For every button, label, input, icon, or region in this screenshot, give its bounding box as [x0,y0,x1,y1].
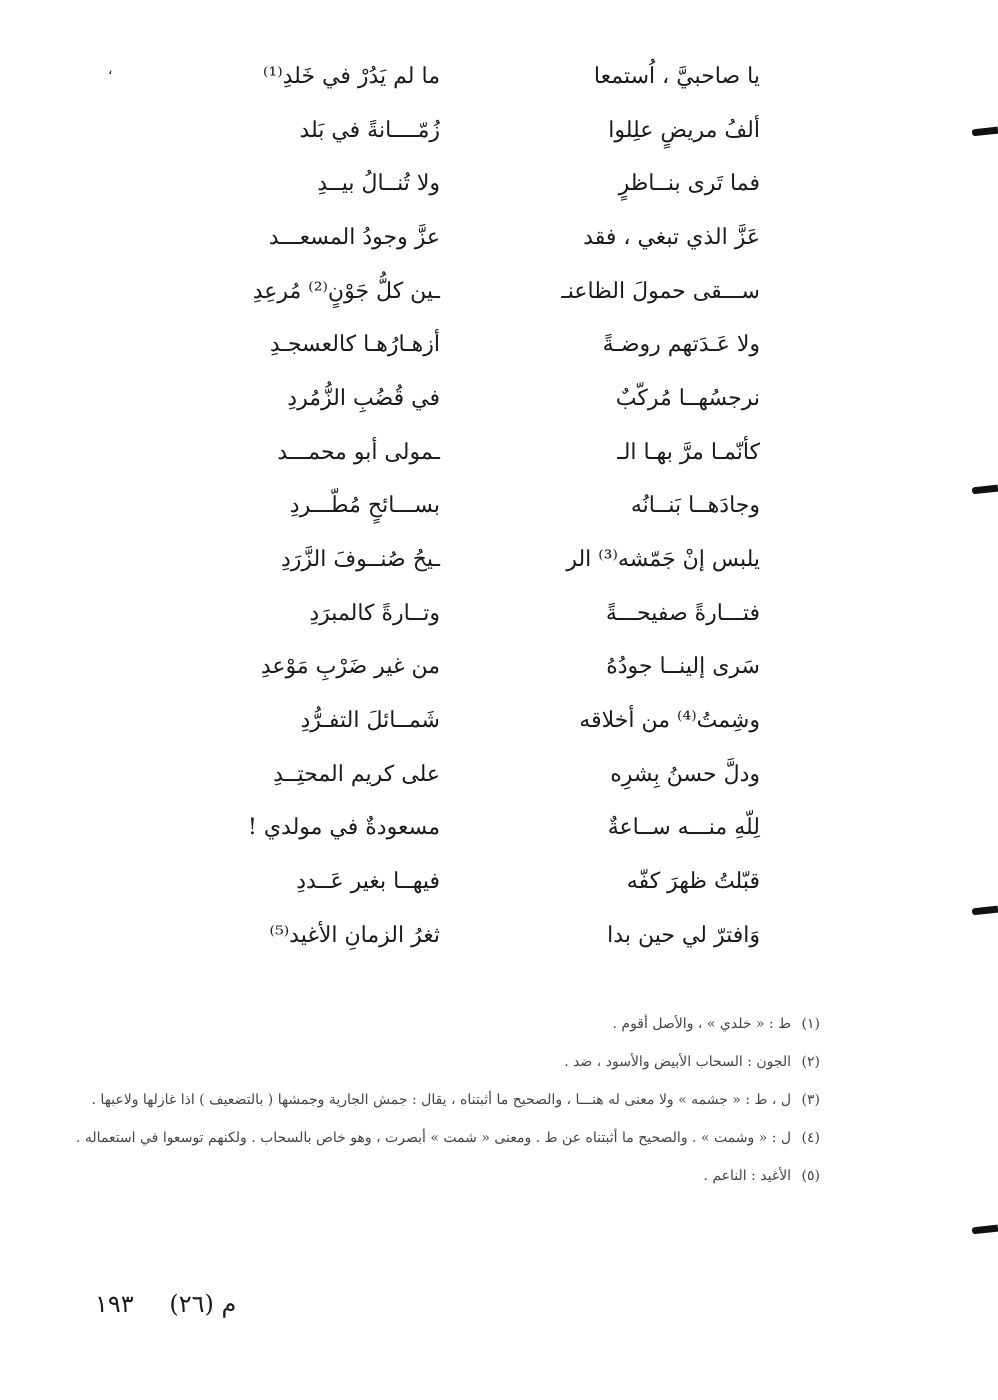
verse-line [150,157,760,211]
verse-second-hemistich: ـيحُ صُنــوفَ الزَّرَدِ [280,547,440,573]
verse-second-hemistich: ثغرُ الزمانِ الأغيد⁽⁵⁾ [269,922,440,948]
footnote-number: (٢) [801,1054,820,1070]
verse-line [150,748,760,802]
footnotes [60,1010,820,1200]
verse-line [150,104,760,158]
footnote [60,1162,820,1190]
verse-first-hemistich: وجادَهــا بَنــانُه [630,493,760,519]
verse-second-hemistich: مسعودةٌ في مولدي ! [247,815,440,841]
verse-second-hemistich: في قُضُبِ الزُّمُردِ [287,385,440,411]
page-edge-mark [972,485,998,495]
footnote-number: (٤) [801,1130,820,1146]
verse-line [150,426,760,480]
verse-second-hemistich: شَمــائلَ التفـرُّدِ [300,708,440,734]
verse-first-hemistich: يا صاحبيَّ ، اُستمعا [593,63,760,89]
verse-first-hemistich: سَرى إلينــا جودُهُ [606,654,760,680]
verse-second-hemistich: زُمّــــانةً في بَلد [299,117,440,143]
verse-second-hemistich: وتــارةً كالمبرَدِ [309,600,440,626]
verse-line [150,318,760,372]
footnote-text: ط : « خلدي » ، والأصل أقوم . [612,1016,792,1032]
footnote [60,1010,820,1038]
verse-line [150,641,760,695]
footnote [60,1048,820,1076]
verse-first-hemistich: عَزَّ الذي تبغي ، فقد [583,224,760,250]
verse-line [150,50,760,104]
footnote [60,1086,820,1114]
verse-first-hemistich: وشِمتُ⁽⁴⁾ من أخلاقه [579,708,760,734]
verse-line [150,480,760,534]
verse-first-hemistich: ولا عَـدَتهم روضـةً [602,332,760,358]
page-footer [95,1290,236,1318]
verse-first-hemistich: ودلَّ حسنُ بِشرِه [610,761,760,787]
signature-mark: م (٢٦) [169,1290,237,1318]
page-edge-mark [972,127,998,137]
verse-first-hemistich: يلبس إنْ جَمّشه⁽³⁾ الر [566,547,760,573]
footnote-number: (١) [801,1016,820,1032]
footnote-text: الأغيد : الناعم . [703,1168,792,1184]
verse-second-hemistich: ما لم يَدُرْ في خَلدِ⁽¹⁾ [262,63,440,89]
footnote-text: ل : « وشمت » . والصحيح ما أثبتناه عن ط . ومعنى « شمت » أبصرت ، وهو خاص بالسحاب . ولكنهم توسعوا في استعماله . [75,1130,792,1146]
verse-second-hemistich: ولا تُنــالُ بيــدِ [317,171,440,197]
verse-line [150,265,760,319]
verse-second-hemistich: ـمولى أبو محمـــد [277,439,440,465]
verse-line [150,802,760,856]
page-edge-mark [972,1225,998,1235]
page-number: ١٩٣ [95,1290,134,1318]
verse-second-hemistich: بســـائحٍ مُطّـــردِ [289,493,440,519]
verse-second-hemistich: ـين كلُّ جَوْنٍ⁽²⁾ مُرعِدِ [252,278,440,304]
verse-first-hemistich: وَافترّ لي حين بدا [607,922,760,948]
verse-second-hemistich: من غير ضَرْبِ مَوْعدِ [260,654,440,680]
verse-first-hemistich: ســـقى حمولَ الظاعنـ [561,278,760,304]
page-edge-mark [972,906,998,916]
verse-line [150,211,760,265]
verse-first-hemistich: كأنّمـا مرَّ بهـا الـ [617,439,760,465]
footnote-number: (٥) [801,1168,820,1184]
verse-first-hemistich: لِلّهِ منـــه ســاعةٌ [607,815,760,841]
footnote [60,1124,820,1152]
verse-second-hemistich: أزهـارُهـا كالعسجـدِ [269,332,440,358]
verse-line [150,694,760,748]
poem [150,50,760,963]
verse-second-hemistich: على كريم المحتِــدِ [273,761,440,787]
footnote-number: (٣) [801,1092,820,1108]
verse-line [150,909,760,963]
verse-first-hemistich: نرجسُهــا مُركّبٌ [615,385,760,411]
verse-second-hemistich: فيهــا بغير عَــددِ [296,869,440,895]
verse-line [150,533,760,587]
verse-line [150,372,760,426]
verse-first-hemistich: فما تَرى بنــاظرٍ [618,171,760,197]
verse-line [150,587,760,641]
footnote-text: ل ، ط : « جشمه » ولا معنى له هنـــا ، والصحيح ما أثبتناه ، يقال : جمش الجارية وجمشها ( بالتضعيف ) اذا غازلها ولاعبها . [91,1092,792,1108]
footnote-text: الجون : السحاب الأبيض والأسود ، ضد . [564,1054,792,1070]
verse-first-hemistich: ألفُ مريضٍ علِلوا [608,117,760,143]
verse-line [150,855,760,909]
verse-first-hemistich: فتـــارةً صفيحـــةً [605,600,760,626]
verse-second-hemistich: عزَّ وجودُ المسعـــد [268,224,440,250]
stray-mark: ، [108,62,113,78]
verse-first-hemistich: قبّلتُ ظهرَ كفّه [626,869,760,895]
